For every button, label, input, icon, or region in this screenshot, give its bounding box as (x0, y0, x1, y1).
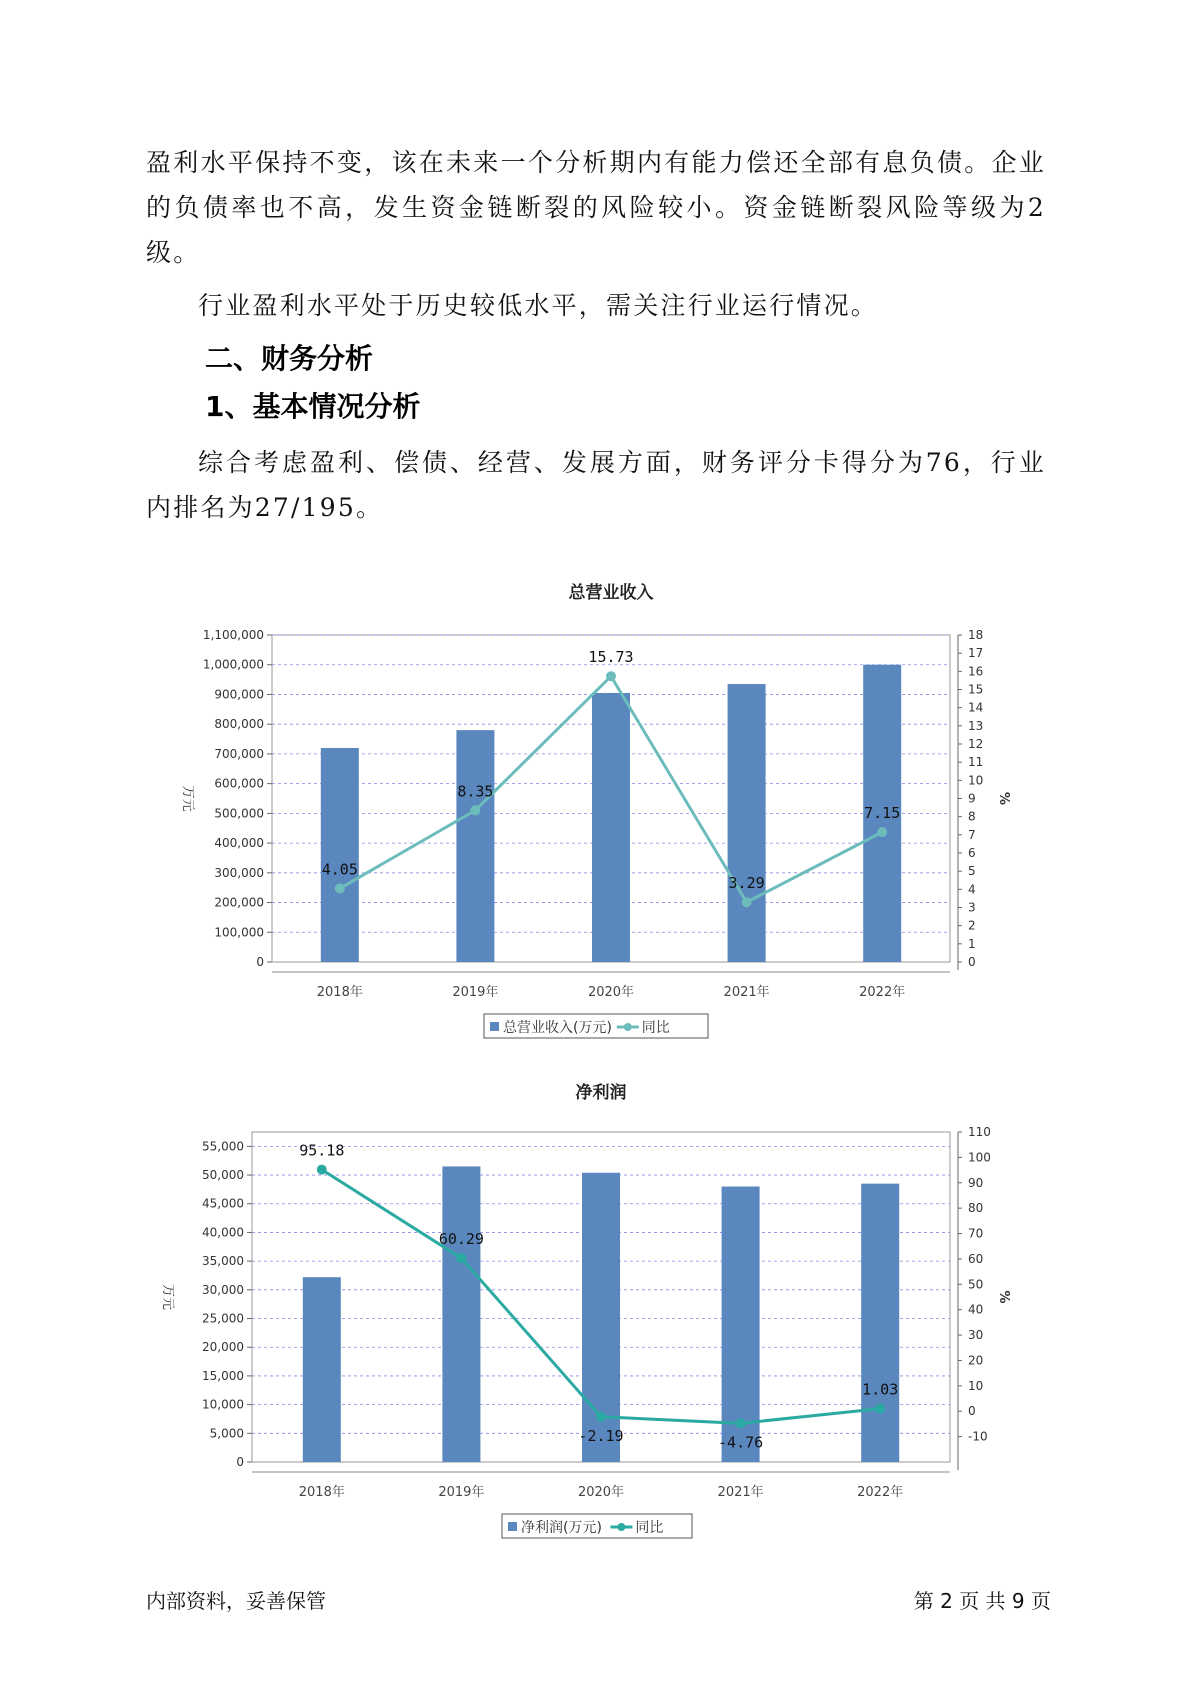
line-point (877, 827, 887, 837)
legend-label-line: 同比 (635, 1520, 664, 1536)
y2-tick-label: 3 (968, 900, 976, 915)
y2-axis-label: % (996, 791, 1011, 806)
data-label: 60.29 (438, 1230, 484, 1249)
line-point (456, 1253, 466, 1263)
y2-tick-label: 7 (968, 827, 976, 842)
legend-label-line: 同比 (641, 1020, 670, 1036)
y-tick-label: 20,000 (202, 1340, 244, 1355)
y-tick-label: 400,000 (214, 836, 264, 851)
y-tick-label: 800,000 (214, 717, 264, 732)
data-label: 15.73 (588, 648, 634, 667)
y2-tick-label: 90 (968, 1175, 984, 1190)
x-tick-label: 2021年 (717, 1485, 764, 1500)
y-tick-label: 0 (256, 955, 264, 969)
line-point (875, 1404, 885, 1414)
y-tick-label: 25,000 (202, 1311, 244, 1326)
y-axis-label: 万元 (160, 1283, 175, 1311)
bar (456, 730, 494, 962)
bar (321, 748, 359, 962)
y2-tick-label: 17 (968, 646, 984, 661)
line-point (470, 805, 480, 815)
x-tick-label: 2022年 (859, 985, 906, 1000)
y2-tick-label: 4 (968, 882, 976, 897)
data-label: 95.18 (299, 1141, 345, 1160)
y-tick-label: 600,000 (214, 776, 264, 791)
x-tick-label: 2018年 (298, 1485, 345, 1500)
paragraph-industry-note: 行业盈利水平处于历史较低水平，需关注行业运行情况。 (198, 291, 879, 320)
y-tick-label: 15,000 (202, 1368, 244, 1383)
y2-tick-label: 0 (968, 1404, 976, 1419)
y2-tick-label: 14 (968, 700, 984, 715)
line-point (335, 883, 345, 893)
section-heading-basic-analysis: 1、基本情况分析 (205, 390, 421, 423)
y2-tick-label: 110 (968, 1125, 991, 1139)
y-tick-label: 10,000 (202, 1397, 244, 1412)
y2-tick-label: 11 (968, 755, 984, 770)
x-tick-label: 2019年 (452, 985, 499, 1000)
y2-tick-label: 100 (968, 1150, 991, 1165)
y-tick-label: 500,000 (214, 806, 264, 821)
bar (303, 1277, 341, 1462)
y2-tick-label: 12 (968, 737, 984, 751)
y-tick-label: 35,000 (202, 1254, 244, 1269)
data-label: -4.76 (718, 1433, 764, 1452)
y-tick-label: 200,000 (214, 895, 264, 910)
legend-swatch-bar (508, 1522, 517, 1531)
y-tick-label: 300,000 (214, 865, 264, 880)
y-tick-label: 1,100,000 (202, 628, 264, 642)
chart-title: 净利润 (575, 1083, 627, 1103)
y2-tick-label: 70 (968, 1226, 984, 1241)
legend-swatch-point (624, 1023, 632, 1031)
y2-axis-label: % (996, 1290, 1011, 1304)
data-label: 4.05 (321, 860, 358, 879)
y2-tick-label: 8 (968, 809, 976, 824)
legend-label-bar: 净利润(万元) (521, 1520, 602, 1536)
y2-tick-label: 80 (968, 1201, 984, 1216)
revenue-chart (0, 580, 1191, 1060)
y2-tick-label: 18 (968, 628, 984, 642)
bar (728, 684, 766, 962)
footer-confidential-note: 内部资料，妥善保管 (146, 1589, 326, 1613)
y-axis-label: 万元 (180, 785, 195, 812)
line-point (736, 1418, 746, 1428)
data-label: 8.35 (457, 782, 494, 801)
chart-title: 总营业收入 (568, 583, 654, 603)
y2-tick-label: 15 (968, 682, 984, 697)
y-tick-label: 5,000 (209, 1426, 244, 1441)
x-tick-label: 2019年 (438, 1485, 485, 1500)
legend-swatch-bar (490, 1022, 499, 1031)
line-point (317, 1165, 327, 1175)
y2-tick-label: 6 (968, 846, 976, 860)
x-tick-label: 2020年 (577, 1485, 625, 1500)
y2-tick-label: 10 (968, 773, 984, 788)
y2-tick-label: 16 (968, 664, 984, 679)
y2-tick-label: 50 (968, 1277, 984, 1292)
y2-tick-label: 9 (968, 791, 976, 806)
y2-tick-label: 0 (968, 955, 976, 969)
y2-tick-label: 30 (968, 1328, 984, 1343)
net-profit-chart (0, 1080, 1191, 1560)
legend-label-bar: 总营业收入(万元) (503, 1020, 612, 1036)
y-tick-label: 45,000 (202, 1196, 244, 1211)
data-label: 3.29 (728, 874, 765, 893)
x-tick-label: 2022年 (857, 1485, 904, 1500)
x-tick-label: 2018年 (316, 985, 363, 1000)
bar (442, 1166, 480, 1462)
y2-tick-label: 13 (968, 718, 984, 733)
data-label: 7.15 (864, 804, 901, 823)
y-tick-label: 1,000,000 (202, 657, 264, 672)
line-point (606, 671, 616, 681)
paragraph-risk-summary: 盈利水平保持不变，该在未来一个分析期内有能力偿还全部有息负债。企业的负债率也不高，发生资金链断裂的风险较小。资金链断裂风险等级为2级。 (146, 148, 1046, 267)
bar (861, 1184, 899, 1462)
y2-tick-label: 10 (968, 1378, 984, 1393)
y2-tick-label: 20 (968, 1353, 984, 1368)
footer-page-number: 第 2 页 共 9 页 (913, 1589, 1051, 1613)
y2-tick-label: 5 (968, 864, 976, 879)
bar (592, 693, 630, 962)
y-tick-label: 700,000 (214, 746, 264, 761)
line-point (742, 897, 752, 907)
y-tick-label: 55,000 (202, 1139, 244, 1154)
y-tick-label: 40,000 (202, 1225, 244, 1240)
y2-tick-label: 2 (968, 918, 976, 933)
line-point (596, 1412, 606, 1422)
y-tick-label: 900,000 (214, 687, 264, 702)
x-tick-label: 2020年 (587, 985, 635, 1000)
y2-tick-label: 60 (968, 1251, 984, 1266)
section-heading-financial-analysis: 二、财务分析 (205, 342, 374, 375)
y-tick-label: 100,000 (214, 925, 264, 940)
data-label: 1.03 (862, 1380, 899, 1399)
y2-tick-label: 40 (968, 1302, 984, 1317)
x-tick-label: 2021年 (723, 985, 770, 1000)
data-label: -2.19 (578, 1426, 624, 1445)
y-tick-label: 30,000 (202, 1282, 244, 1297)
y2-tick-label: -10 (968, 1429, 988, 1444)
y-tick-label: 50,000 (202, 1168, 244, 1183)
y-tick-label: 0 (236, 1455, 244, 1469)
paragraph-score-summary: 综合考虑盈利、偿债、经营、发展方面，财务评分卡得分为76，行业内排名为27/195。 (146, 448, 1046, 522)
y2-tick-label: 1 (968, 936, 976, 951)
legend-swatch-point (617, 1523, 625, 1531)
